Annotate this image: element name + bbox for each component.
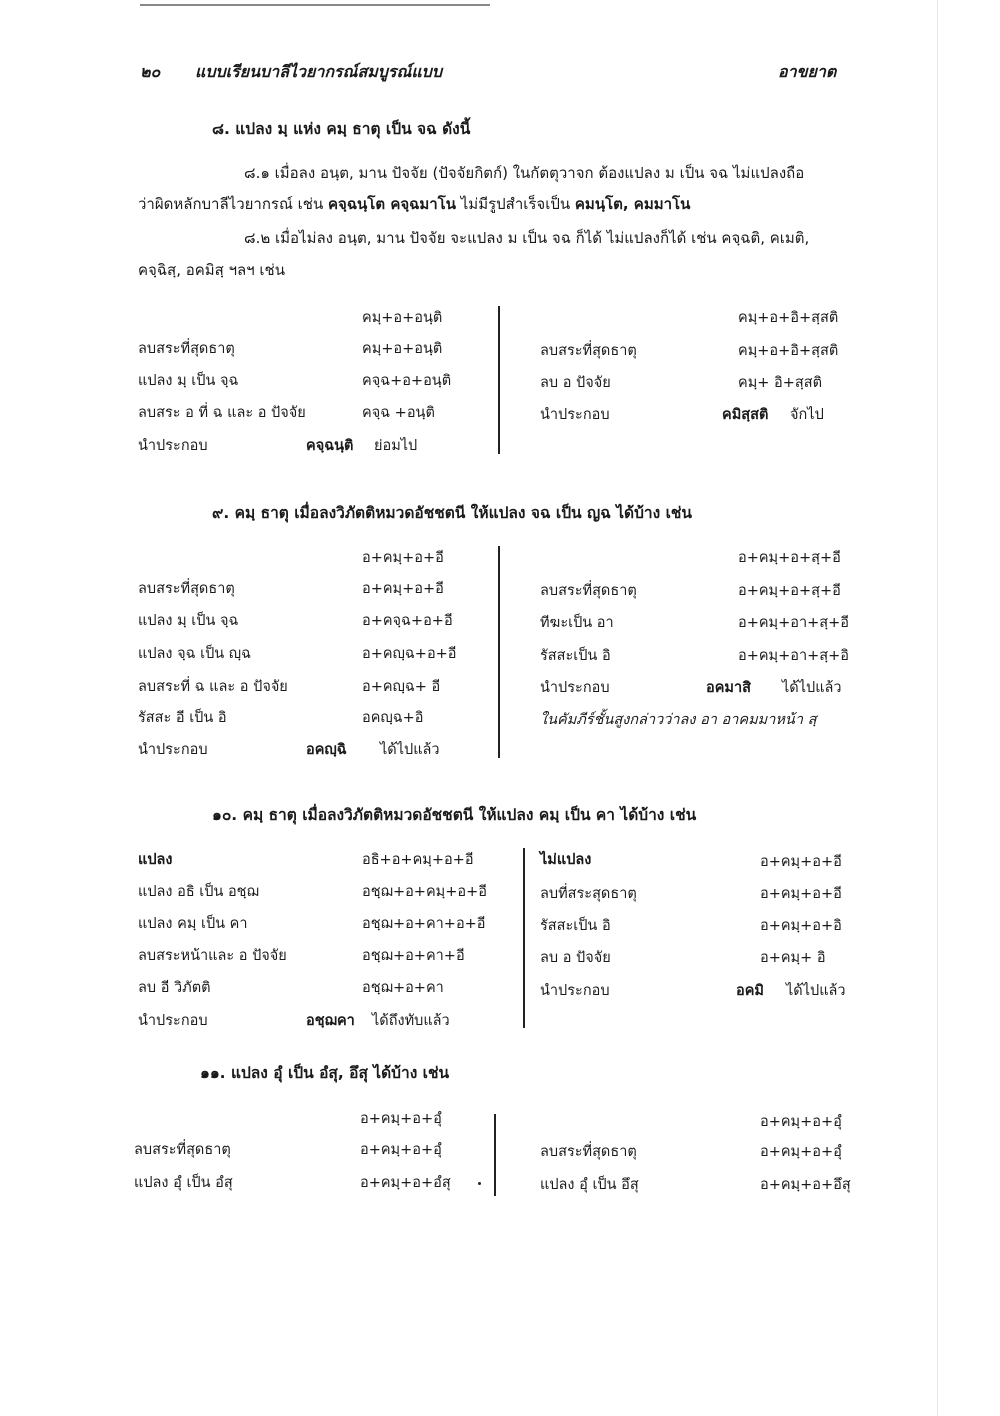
derivation-base: อ+คมฺ+อ+อุํ	[760, 1114, 842, 1130]
step-form: คมฺ+ อิ+สฺสติ	[738, 375, 822, 391]
chapter-title: อาขยาต	[778, 62, 837, 81]
step-form: อชฺฌ+อ+คา	[362, 980, 444, 996]
step-label: ลบสระที่สุดธาตุ	[138, 341, 235, 357]
step-form: อชฺฌ+อ+คา+อี	[362, 948, 465, 964]
derivation-base: อ+คมฺ+อ+สฺ+อี	[738, 550, 841, 566]
step-form: อ+คมฺ+อ+อิ	[760, 918, 842, 934]
derivation-base: อ+คมฺ+อ+อี	[362, 550, 444, 566]
step-form: อ+คมฺ+อ+อี	[362, 581, 444, 597]
para-text: ว่าผิดหลักบาลีไวยากรณ์ เช่น	[138, 195, 329, 213]
step-label: ลบ อ ปัจจัย	[540, 375, 611, 391]
final-label: นำประกอบ	[138, 1013, 208, 1029]
step-form: อ+คมฺ+อ+อึสุ	[760, 1177, 851, 1193]
footnote: ในคัมภีร์ชั้นสูงกล่าวว่าลง อา อาคมมาหน้า สฺ	[540, 712, 817, 728]
step-label: รัสสะ อี เป็น อิ	[138, 710, 227, 726]
final-meaning: ย่อมไป	[374, 438, 418, 454]
derivation-base: อธิ+อ+คมฺ+อ+อี	[362, 852, 474, 868]
step-label: แปลง มฺ เป็น จฺฉ	[138, 613, 239, 629]
example-words: คจฺฉนฺโต คจฺฉมาโน	[328, 195, 456, 213]
table-divider	[523, 848, 525, 1028]
final-meaning: ได้ไปแล้ว	[786, 983, 846, 999]
step-label: รัสสะเป็น อิ	[540, 648, 611, 664]
final-word: อคมาสิ	[706, 680, 751, 696]
section-8-para1-line2	[138, 192, 690, 216]
final-word: คมิสฺสติ	[722, 407, 769, 423]
derivation-base: คมฺ+อ+อนฺติ	[362, 310, 443, 326]
invalid-forms: คมนฺโต, คมมาโน	[574, 195, 691, 213]
final-word: อคญฺฉิ	[306, 742, 347, 758]
step-label: ลบที่สระสุดธาตุ	[540, 886, 637, 902]
step-form: อ+คมฺ+อา+สฺ+อี	[738, 615, 849, 631]
final-word: อคมิ	[736, 983, 764, 999]
step-form: อ+คมฺ+อ+สฺ+อี	[738, 583, 841, 599]
para-text: ไม่มีรูปสำเร็จเป็น	[456, 195, 575, 213]
section-8-para2-line1: ๘.๒ เมื่อไม่ลง อนฺต, มาน ปัจจัย จะแปลง ม เป็น จฉ ก็ได้ ไม่แปลงก็ได้ เช่น คจฺฉติ, คเมติ,	[244, 229, 810, 247]
step-form: อ+คมฺ+อ+อํสุ	[360, 1175, 451, 1191]
step-label: ลบสระ อ ที่ ฉ และ อ ปัจจัย	[138, 405, 306, 421]
step-label: แปลง มฺ เป็น จฺฉ	[138, 373, 239, 389]
step-form: อคญฺฉ+อิ	[362, 710, 424, 726]
table-divider	[498, 546, 500, 758]
column-title: ไม่แปลง	[540, 852, 592, 868]
step-label: ลบสระที่สุดธาตุ	[134, 1142, 231, 1158]
final-label: นำประกอบ	[540, 407, 610, 423]
step-label: ลบ อ ปัจจัย	[540, 950, 611, 966]
derivation-base: อ+คมฺ+อ+อี	[760, 854, 842, 870]
final-label: นำประกอบ	[540, 680, 610, 696]
step-label: แปลง คมฺ เป็น คา	[138, 916, 248, 932]
scan-top-rule	[140, 4, 490, 6]
section-8-heading: ๘. แปลง มฺ แห่ง คมฺ ธาตุ เป็น จฉ ดังนี้	[212, 120, 471, 138]
scan-speck	[478, 1182, 481, 1185]
step-label: รัสสะเป็น อิ	[540, 918, 611, 934]
section-8-para1-line1: ๘.๑ เมื่อลง อนฺต, มาน ปัจจัย (ปัจจัยกิตก์) ในกัตตุวาจก ต้องแปลง ม เป็น จฉ ไม่แปลงถือ	[244, 164, 805, 182]
final-meaning: ได้ถึงทับแล้ว	[372, 1013, 450, 1029]
step-form: คมฺ+อ+อิ+สฺสติ	[738, 343, 839, 359]
book-title: แบบเรียนบาลีไวยากรณ์สมบูรณ์แบบ	[195, 62, 442, 81]
column-title: แปลง	[138, 852, 173, 868]
step-label: ลบสระหน้าและ อ ปัจจัย	[138, 948, 287, 964]
step-label: ลบสระที่สุดธาตุ	[540, 583, 637, 599]
step-form: อ+คมฺ+อ+อุํ	[360, 1142, 442, 1158]
derivation-base: อ+คมฺ+อ+อุํ	[360, 1111, 442, 1127]
step-form: คจฺฉ +อนฺติ	[362, 405, 435, 421]
step-form: อ+คจฺฉ+อ+อี	[362, 613, 453, 629]
page-number: ๒๐	[140, 62, 161, 81]
step-label: ลบสระที่สุดธาตุ	[540, 343, 637, 359]
step-form: คมฺ+อ+อนฺติ	[362, 341, 443, 357]
step-form: อ+คมฺ+อา+สฺ+อิ	[738, 648, 849, 664]
section-8-para2-line2: คจฺฉิสฺ, อคมิสฺ ฯลฯ เช่น	[138, 261, 285, 279]
step-label: ลบ อี วิภัตติ	[138, 980, 211, 996]
step-form: คจฺฉ+อ+อนฺติ	[362, 373, 452, 389]
scan-right-edge	[937, 0, 938, 1416]
final-word: คจฺฉนฺติ	[306, 438, 354, 454]
section-9-heading: ๙. คมฺ ธาตุ เมื่อลงวิภัตติหมวดอัชชตนี ให้แปลง จฉ เป็น ญฉ ได้บ้าง เช่น	[212, 504, 692, 522]
step-form: อชฺฌ+อ+คา+อ+อี	[362, 916, 486, 932]
section-11-heading: ๑๑. แปลง อุํ เป็น อํสุ, อึสุ ได้บ้าง เช่น	[200, 1064, 450, 1082]
final-meaning: ได้ไปแล้ว	[380, 742, 440, 758]
step-label: ลบสระที่สุดธาตุ	[540, 1144, 637, 1160]
table-divider	[498, 306, 500, 454]
step-label: แปลง จฺฉ เป็น ญฺฉ	[138, 646, 252, 662]
step-form: อชฺฌ+อ+คมฺ+อ+อี	[362, 884, 487, 900]
step-label: แปลง อุํ เป็น อํสุ	[134, 1175, 233, 1191]
step-label: ลบสระที่ ฉ และ อ ปัจจัย	[138, 679, 288, 695]
section-10-heading: ๑๐. คมฺ ธาตุ เมื่อลงวิภัตติหมวดอัชชตนี ให้แปลง คมฺ เป็น คา ได้บ้าง เช่น	[212, 806, 697, 824]
table-divider	[494, 1114, 496, 1196]
step-form: อ+คญฺฉ+อ+อี	[362, 646, 457, 662]
step-form: อ+คมฺ+อ+อี	[760, 886, 842, 902]
step-label: ทีฆะเป็น อา	[540, 615, 614, 631]
final-word: อชฺฌคา	[306, 1013, 355, 1029]
step-label: ลบสระที่สุดธาตุ	[138, 581, 235, 597]
final-meaning: ได้ไปแล้ว	[782, 680, 842, 696]
step-form: อ+คมฺ+อ+อุํ	[760, 1144, 842, 1160]
step-label: แปลง อุํ เป็น อึสุ	[540, 1177, 639, 1193]
final-label: นำประกอบ	[138, 438, 208, 454]
final-label: นำประกอบ	[138, 742, 208, 758]
step-form: อ+คมฺ+ อิ	[760, 950, 826, 966]
derivation-base: คมฺ+อ+อิ+สฺสติ	[738, 310, 839, 326]
final-label: นำประกอบ	[540, 983, 610, 999]
step-form: อ+คญฺฉ+ อี	[362, 679, 441, 695]
final-meaning: จักไป	[790, 407, 824, 423]
step-label: แปลง อธิ เป็น อชฺฌ	[138, 884, 259, 900]
